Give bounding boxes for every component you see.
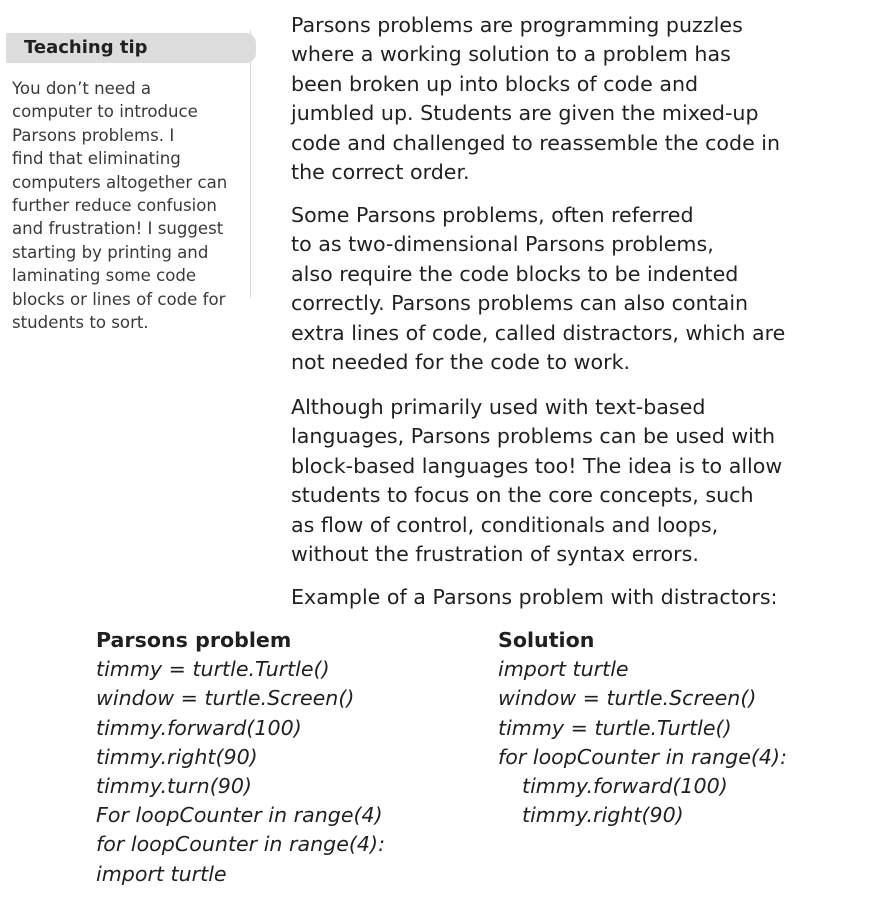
paragraph-line: Parsons problems are programming puzzles xyxy=(291,13,743,37)
solution-heading: Solution xyxy=(498,628,595,652)
teaching-tip-header xyxy=(6,33,256,63)
teaching-tip-title: Teaching tip xyxy=(24,37,148,58)
code-line: timmy = turtle.Turtle() xyxy=(96,657,330,682)
solution-column xyxy=(498,626,787,830)
paragraph-line: languages, Parsons problems can be used with xyxy=(291,424,776,449)
tip-line: find that eliminating xyxy=(12,149,181,169)
paragraph-line: without the frustration of syntax errors. xyxy=(291,542,699,567)
tip-line: computers altogether can xyxy=(12,172,228,192)
paragraph-two-dimensional xyxy=(291,201,785,377)
paragraph-line: block-based languages too! The idea is to allow xyxy=(291,453,783,478)
sidebar-divider xyxy=(250,30,251,298)
paragraph-line: been broken up into blocks of code and xyxy=(291,71,699,96)
paragraph-line: where a working solution to a problem has xyxy=(291,42,731,67)
code-line: timmy = turtle.Turtle() xyxy=(498,715,732,740)
code-line: For loopCounter in range(4) xyxy=(96,803,383,828)
paragraph-line: Although primarily used with text-based xyxy=(291,395,706,419)
paragraph-line: as flow of control, conditionals and loops, xyxy=(291,512,719,537)
paragraph-line: Some Parsons problems, often referred xyxy=(291,203,694,227)
tip-line: laminating some code xyxy=(12,266,197,286)
code-line: for loopCounter in range(4): xyxy=(96,832,386,857)
tip-line: and frustration! I suggest xyxy=(12,219,224,239)
paragraph-line: correctly. Parsons problems can also contain xyxy=(291,291,749,316)
tip-line: Parsons problems. I xyxy=(12,125,175,145)
paragraph-intro xyxy=(291,11,780,187)
paragraph-line: jumbled up. Students are given the mixed-up xyxy=(291,101,759,126)
paragraph-line: students to focus on the core concepts, such xyxy=(291,483,754,508)
parsons-problem-heading: Parsons problem xyxy=(96,628,292,652)
paragraph-example-intro xyxy=(291,583,778,612)
code-line: timmy.forward(100) xyxy=(96,715,302,740)
code-line-indented: timmy.forward(100) xyxy=(522,774,728,799)
paragraph-line: code and challenged to reassemble the code in xyxy=(291,130,781,155)
code-line: for loopCounter in range(4): xyxy=(498,744,788,769)
paragraph-line: extra lines of code, called distractors, which are xyxy=(291,320,786,345)
code-line: window = turtle.Screen() xyxy=(96,686,355,711)
tip-line: You don’t need a xyxy=(12,79,152,98)
parsons-problem-column xyxy=(96,626,385,889)
paragraph-line: not needed for the code to work. xyxy=(291,350,631,375)
paragraph-line: the correct order. xyxy=(291,160,470,185)
tip-line: computer to introduce xyxy=(12,102,198,122)
code-line: import turtle xyxy=(96,861,227,886)
tip-line: blocks or lines of code for xyxy=(12,289,226,309)
teaching-tip-text xyxy=(12,77,250,334)
paragraph-line: to as two-dimensional Parsons problems, xyxy=(291,232,714,257)
paragraph-line: Example of a Parsons problem with distractors: xyxy=(291,585,778,609)
code-line: timmy.right(90) xyxy=(96,744,258,769)
code-line: timmy.turn(90) xyxy=(96,774,252,799)
paragraph-block-based xyxy=(291,393,782,569)
code-line-indented: timmy.right(90) xyxy=(522,803,684,828)
code-line: import turtle xyxy=(498,657,629,682)
paragraph-line: also require the code blocks to be indented xyxy=(291,261,739,286)
tip-line: further reduce confusion xyxy=(12,196,217,216)
code-line: window = turtle.Screen() xyxy=(498,686,757,711)
tip-line: students to sort. xyxy=(12,313,149,333)
tip-line: starting by printing and xyxy=(12,242,209,262)
